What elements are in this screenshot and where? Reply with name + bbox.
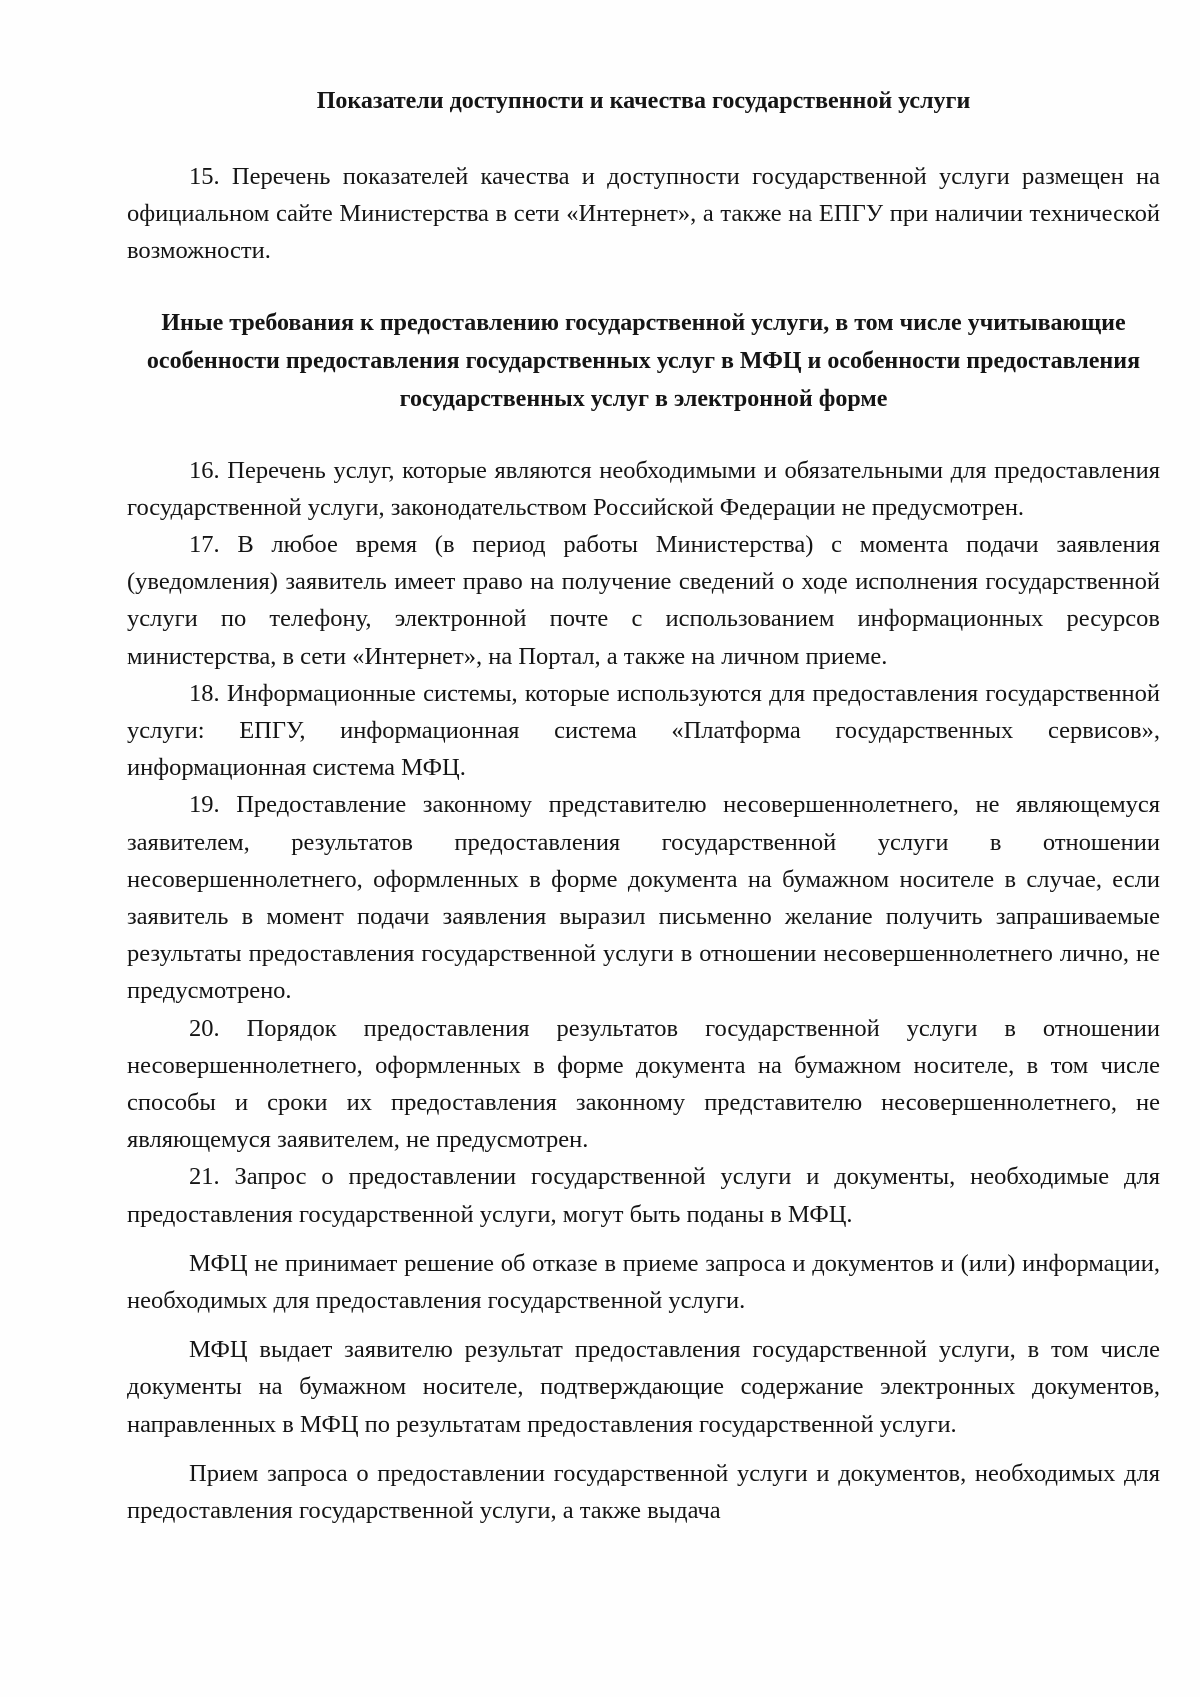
- paragraph-19: 19. Предоставление законному представителю несовершеннолетнего, не являющемуся заявителем, результатов предоставления государственной услуги в отношении несовершеннолетнего, оформленных в форме документа на бумажном носителе в случае, если заявитель в момент подачи заявления выразил письменно желание получить запрашиваемые результаты предоставления государственной услуги в отношении несовершеннолетнего лично, не предусмотрено.: [127, 791, 1160, 1005]
- paragraph-17: 17. В любое время (в период работы Министерства) с момента подачи заявления (уведомления) заявитель имеет право на получение сведений о ходе исполнения государственной услуги по телефону, электронной почте с использованием информационных ресурсов министерства, в сети «Интернет», на Портал, а также на личном приеме.: [127, 531, 1160, 670]
- paragraph-reception: Прием запроса о предоставлении государственной услуги и документов, необходимых для предоставления государственной услуги, а также выдача: [127, 1459, 1160, 1525]
- section-heading-other-requirements: Иные требования к предоставлению государственной услуги, в том числе учитывающие особенности предоставления государственных услуг в МФЦ и особенности предоставления государственных услуг в электронной форме: [146, 309, 1141, 412]
- paragraph-18: 18. Информационные системы, которые используются для предоставления государственной услуги: ЕПГУ, информационная система «Платформа государственных сервисов», информационная система МФЦ.: [127, 679, 1160, 782]
- paragraph-15: 15. Перечень показателей качества и доступности государственной услуги размещен на официальном сайте Министерства в сети «Интернет», а также на ЕПГУ при наличии технической возможности.: [127, 163, 1160, 265]
- paragraph-mfc-no-refusal: МФЦ не принимает решение об отказе в приеме запроса и документов и (или) информации, необходимых для предоставления государственной услуги.: [127, 1249, 1160, 1315]
- paragraph-20: 20. Порядок предоставления результатов государственной услуги в отношении несовершеннолетнего, оформленных в форме документа на бумажном носителе, в том числе способы и сроки их предоставления законному представителю несовершеннолетнего, не являющемуся заявителем, не предусмотрен.: [127, 1014, 1160, 1154]
- section-heading-availability-quality: Показатели доступности и качества государственной услуги: [316, 88, 971, 114]
- paragraph-21: 21. Запрос о предоставлении государственной услуги и документы, необходимые для предоставления государственной услуги, могут быть поданы в МФЦ.: [127, 1163, 1160, 1228]
- paragraph-16: 16. Перечень услуг, которые являются необходимыми и обязательными для предоставления государственной услуги, законодательством Российской Федерации не предусмотрен.: [127, 456, 1160, 521]
- document-body: [127, 70, 1160, 1529]
- paragraph-mfc-issues-result: МФЦ выдает заявителю результат предоставления государственной услуги, в том числе документы на бумажном носителе, подтверждающие содержание электронных документов, направленных в МФЦ по результатам предоставления государственной услуги.: [127, 1336, 1160, 1438]
